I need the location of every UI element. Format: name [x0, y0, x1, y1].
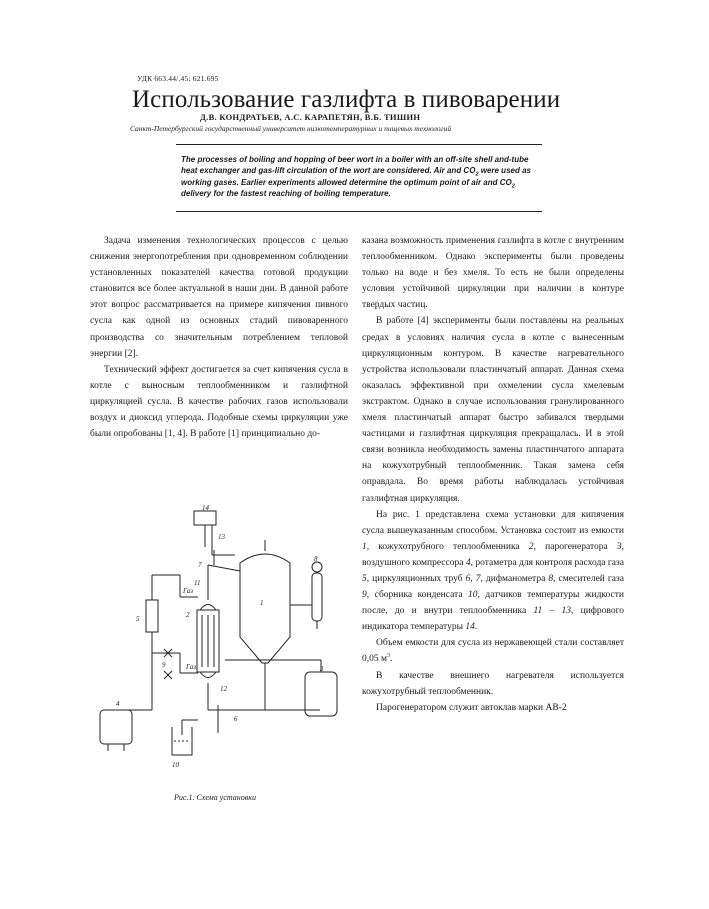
figure-label: 12	[220, 685, 227, 693]
text-run: , парогенератора	[533, 541, 617, 552]
figure-label: 13	[218, 533, 225, 541]
paragraph: В качестве внешнего нагревателя используется кожухотрубный теплообменник.	[362, 670, 624, 697]
ref-number: 11 – 13	[533, 606, 571, 617]
udc-code: УДК 663.44/.45; 621.695	[137, 74, 219, 83]
vessel	[240, 554, 290, 663]
paragraph	[362, 507, 624, 636]
ref-number: 3	[616, 541, 622, 552]
gas-label: Газ	[186, 663, 197, 671]
abstract-text-1: The processes of boiling and hopping of beer wort in a boiler with an off-site shell and-tube heat exchanger and gas-lift circulation of the wort are considered. Air and CO	[181, 155, 529, 176]
text-run: Объем емкости для сусла из нержавеющей стали составляет 0,05 м	[362, 638, 624, 665]
text-run: , дифманометра	[480, 573, 549, 584]
steam-generator	[305, 672, 337, 716]
figure-label: 10	[172, 761, 179, 769]
text-run: На рис. 1 представлена схема установки для кипячения сусла вышеуказанным способом. Установка состоит из емкости	[362, 509, 624, 536]
ref-number: 6	[465, 573, 471, 584]
air-compressor	[100, 710, 132, 744]
article-title: Использование газлифта в пивоварении	[132, 86, 561, 113]
text-run: , кожухотрубного теплообменника	[366, 541, 529, 552]
ref-number: 9	[362, 590, 367, 601]
figure-label: 5	[136, 615, 140, 623]
affiliation: Санкт-Петербургский государственный университет низкотемпературных и пищевых технологий	[130, 124, 452, 133]
valve-icon	[164, 671, 172, 679]
text-run: , ротаметра для контроля расхода газа	[470, 557, 624, 568]
text-run: , датчиков температуры жидкости после, до и внутри теплообменника	[362, 590, 624, 617]
paragraph: Задача изменения технологических процессов с целью снижения энергопотребления при одновременном соблюдении установленных показателей качества готовой продукции становится все более актуальной в наши дни. В данной работе этот вопрос рассматривается на примере кипячения пивного сусла как одной из основных стадий пивоваренного производства со значительным потреблением тепловой энергии [2].	[90, 236, 348, 359]
text-run: .	[474, 622, 478, 633]
ref-number: 8	[548, 573, 554, 584]
circulation-pipe	[208, 565, 240, 571]
figure-label: 14	[202, 505, 209, 512]
gas-label: Газ	[183, 587, 194, 595]
abstract-sub-2: 2	[511, 183, 515, 190]
figure-label: 3	[320, 665, 324, 673]
text-run: ,	[470, 573, 476, 584]
text-run: , смесителей газа	[553, 573, 624, 584]
text-run: , циркуляционных труб	[366, 573, 466, 584]
text-run: , воздушного компрессора	[362, 541, 625, 568]
ref-number: 10	[468, 590, 478, 601]
superscript: 3	[387, 653, 391, 660]
figure-label: 2	[186, 611, 190, 619]
figure-label: 9	[162, 661, 166, 669]
ref-number: 5	[362, 573, 367, 584]
ref-number: 7	[475, 573, 481, 584]
authors: Д.В. КОНДРАТЬЕВ, А.С. КАРАПЕТЯН, В.Б. ТИШИН	[200, 112, 421, 122]
figure-label: 6	[234, 715, 238, 723]
indicator-box	[194, 511, 216, 525]
rotameter	[146, 600, 158, 632]
figure-label: 8	[314, 555, 318, 563]
abstract-sub-1: 2	[475, 171, 479, 178]
exchanger-top	[200, 605, 216, 611]
ref-number: 1	[362, 541, 367, 552]
figure-caption: Рис.1. Схема установки	[174, 793, 256, 802]
manometer	[312, 573, 322, 621]
abstract-text-2: were used as working gases. Earlier experiments allowed determine the optimum point of air and CO	[181, 166, 531, 187]
ref-number: 4	[465, 557, 471, 568]
paragraph	[362, 635, 624, 667]
manometer-bulb	[312, 562, 322, 572]
paragraph: В работе [4] эксперименты были поставлены на реальных средах в условиях наличия сусла в котле с вынесенным циркуляционным контуром. В качестве нагревательного устройства использовали пластинчатый аппарат. Данная схема оказалась эффективной при охмелении сусла хмелевым экстрактом. Однако в случае использования гранулированного хмеля пластинчатый аппарат быстро забивался твердыми частицами и газлифтная циркуляция прекращалась. И в этой связи возникла необходимость замены пластинчатого аппарата на кожухотрубный теплообменник. Такая замена себя оправдала. Во время работы наблюдалась устойчивая газлифтная циркуляция.	[362, 316, 624, 504]
figure-label: 1	[260, 599, 264, 607]
text-run: , сборника конденсата	[366, 590, 469, 601]
exchanger-bottom	[200, 672, 216, 678]
abstract	[181, 154, 533, 199]
figure-label: 11	[194, 579, 201, 587]
figure-label: 7	[198, 561, 202, 569]
paragraph: Технический эффект достигается за счет кипячения сусла в котле с выносным теплообменником и газлифтной циркуляцией сусла. В качестве рабочих газов использовали воздух и диоксид углерода. Подобные схемы циркуляции уже были опробованы [1, 4]. В работе [1] принципиально до-	[90, 364, 348, 440]
figure-label: 4	[116, 700, 120, 708]
ref-number: 2	[528, 541, 534, 552]
ref-number: 14	[465, 622, 475, 633]
text-run: .	[390, 654, 393, 665]
installation-schematic	[90, 505, 346, 805]
paragraph: Парогенератором служит автоклав марки АВ-2	[376, 702, 567, 713]
paragraph: казана возможность применения газлифта в котле с внутренним теплообменником. Однако эксперименты были проведены только на воде и без хмеля. То есть не были определены условия устойчивой циркуляции при наличии в контуре твердых частиц.	[362, 236, 624, 311]
abstract-text-3: delivery for the fastest reaching of boiling temperature.	[181, 188, 391, 198]
text-run: , цифрового индикатора температуры	[362, 606, 625, 633]
right-column	[362, 233, 624, 716]
left-column	[90, 233, 348, 442]
